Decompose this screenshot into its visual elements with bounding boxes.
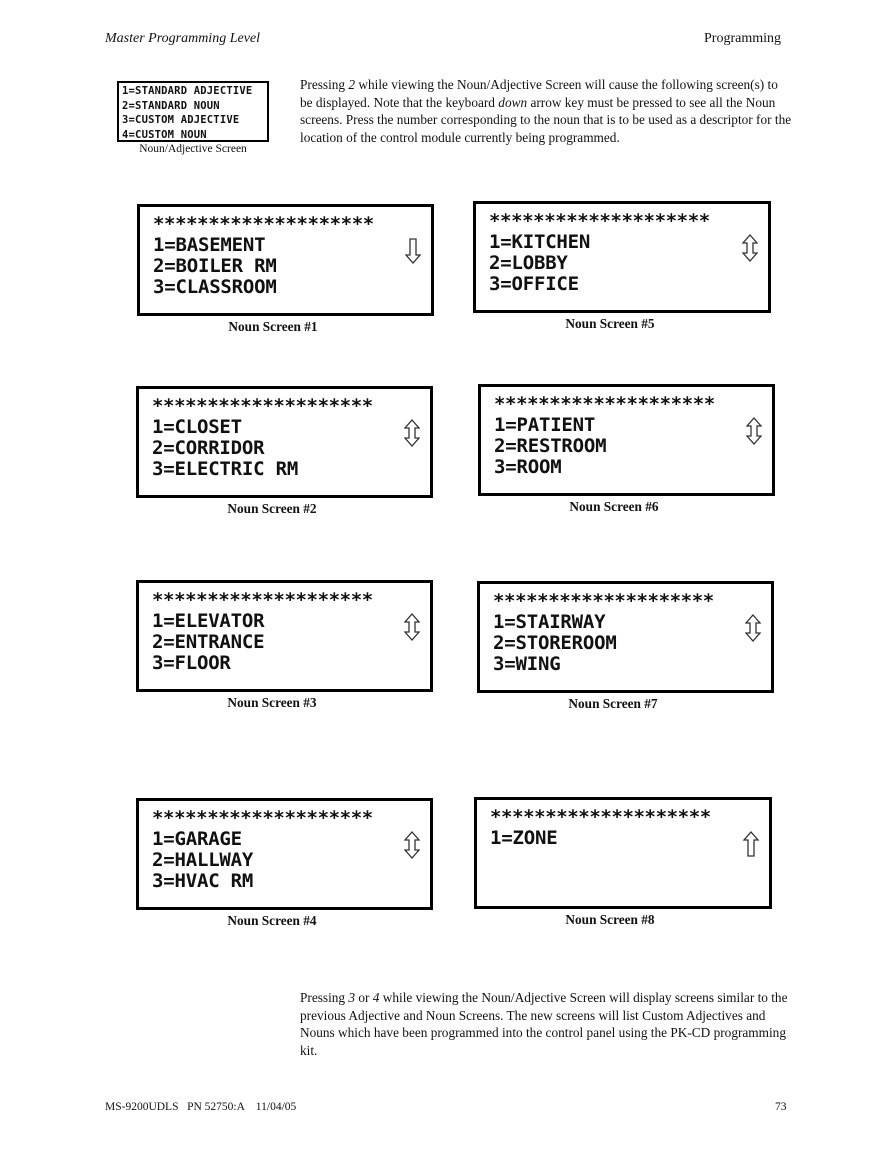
noun-adjective-option: 2=STANDARD NOUN <box>122 99 220 112</box>
lcd-stars: ******************** <box>489 210 710 232</box>
lcd-line: 3=FLOOR <box>152 652 231 674</box>
lcd-line: 2=ENTRANCE <box>152 631 265 653</box>
lcd-line: 2=RESTROOM <box>494 435 607 457</box>
lcd-stars: ******************** <box>152 395 373 417</box>
noun-screen-caption: Noun Screen #4 <box>227 913 317 928</box>
noun-screen-7 <box>477 581 774 693</box>
up-down-arrow-icon <box>404 831 420 859</box>
noun-screen-caption: Noun Screen #7 <box>568 696 658 711</box>
intro-paragraph: Pressing 2 while viewing the Noun/Adjective Screen will cause the following screen(s) to be displayed. Note that the keyboard down arrow key must be pressed to see all the Noun screens. Press the number corresponding to the noun that is to be used as a descriptor for the location of the control module currently being programmed. <box>300 77 792 145</box>
lcd-line: 1=BASEMENT <box>153 234 266 256</box>
noun-screen-3 <box>136 580 433 692</box>
lcd-line: 2=LOBBY <box>489 252 568 274</box>
up-down-arrow-icon <box>404 419 420 447</box>
noun-adjective-screen <box>117 81 269 142</box>
lcd-line: 1=ZONE <box>490 827 558 849</box>
lcd-line: 1=STAIRWAY <box>493 611 606 633</box>
lcd-line: 1=KITCHEN <box>489 231 591 253</box>
up-down-arrow-icon <box>742 234 758 262</box>
running-header-section: Programming <box>704 31 781 46</box>
lcd-stars: ******************** <box>490 806 711 828</box>
lcd-line: 1=GARAGE <box>152 828 242 850</box>
page-number: 73 <box>775 1101 787 1113</box>
noun-screen-2 <box>136 386 433 498</box>
outro-paragraph: Pressing 3 or 4 while viewing the Noun/Adjective Screen will display screens similar to the previous Adjective and Noun Screens. The new screens will list Custom Adjectives and Nouns which have been programmed into the control panel using the PK-CD programming kit. <box>300 990 788 1058</box>
noun-screen-8 <box>474 797 772 909</box>
noun-screen-caption: Noun Screen #2 <box>227 501 317 516</box>
lcd-line: 1=ELEVATOR <box>152 610 265 632</box>
lcd-line: 2=BOILER RM <box>153 255 277 277</box>
lcd-line: 2=CORRIDOR <box>152 437 265 459</box>
footer-document-id: MS-9200UDLS PN 52750:A 11/04/05 <box>105 1101 297 1113</box>
noun-screen-5 <box>473 201 771 313</box>
running-header-title: Master Programming Level <box>105 31 261 46</box>
noun-adjective-option: 4=CUSTOM NOUN <box>122 128 207 141</box>
down-arrow-icon <box>405 237 421 265</box>
noun-screen-caption: Noun Screen #1 <box>228 319 318 334</box>
noun-adjective-option: 1=STANDARD ADJECTIVE <box>122 85 253 97</box>
noun-adjective-option: 3=CUSTOM ADJECTIVE <box>122 114 240 126</box>
up-arrow-icon <box>743 830 759 858</box>
noun-screen-1 <box>137 204 434 316</box>
lcd-stars: ******************** <box>493 590 714 612</box>
lcd-line: 3=WING <box>493 653 561 675</box>
lcd-line: 3=CLASSROOM <box>153 276 277 298</box>
up-down-arrow-icon <box>745 614 761 642</box>
noun-screen-4 <box>136 798 433 910</box>
lcd-line: 3=OFFICE <box>489 273 579 295</box>
lcd-stars: ******************** <box>153 213 374 235</box>
noun-screen-6 <box>478 384 775 496</box>
noun-screen-caption: Noun Screen #8 <box>565 912 655 927</box>
lcd-stars: ******************** <box>152 589 373 611</box>
noun-screen-caption: Noun Screen #6 <box>569 499 659 514</box>
lcd-line: 1=PATIENT <box>494 414 596 436</box>
noun-screen-caption: Noun Screen #5 <box>565 316 655 331</box>
lcd-line: 2=HALLWAY <box>152 849 254 871</box>
lcd-stars: ******************** <box>152 807 373 829</box>
lcd-stars: ******************** <box>494 393 715 415</box>
lcd-line: 2=STOREROOM <box>493 632 617 654</box>
lcd-line: 3=ROOM <box>494 456 562 478</box>
lcd-line: 3=HVAC RM <box>152 870 254 892</box>
noun-adjective-caption: Noun/Adjective Screen <box>139 143 247 155</box>
lcd-line: 1=CLOSET <box>152 416 242 438</box>
up-down-arrow-icon <box>404 613 420 641</box>
lcd-line: 3=ELECTRIC RM <box>152 458 299 480</box>
up-down-arrow-icon <box>746 417 762 445</box>
noun-screen-caption: Noun Screen #3 <box>227 695 317 710</box>
